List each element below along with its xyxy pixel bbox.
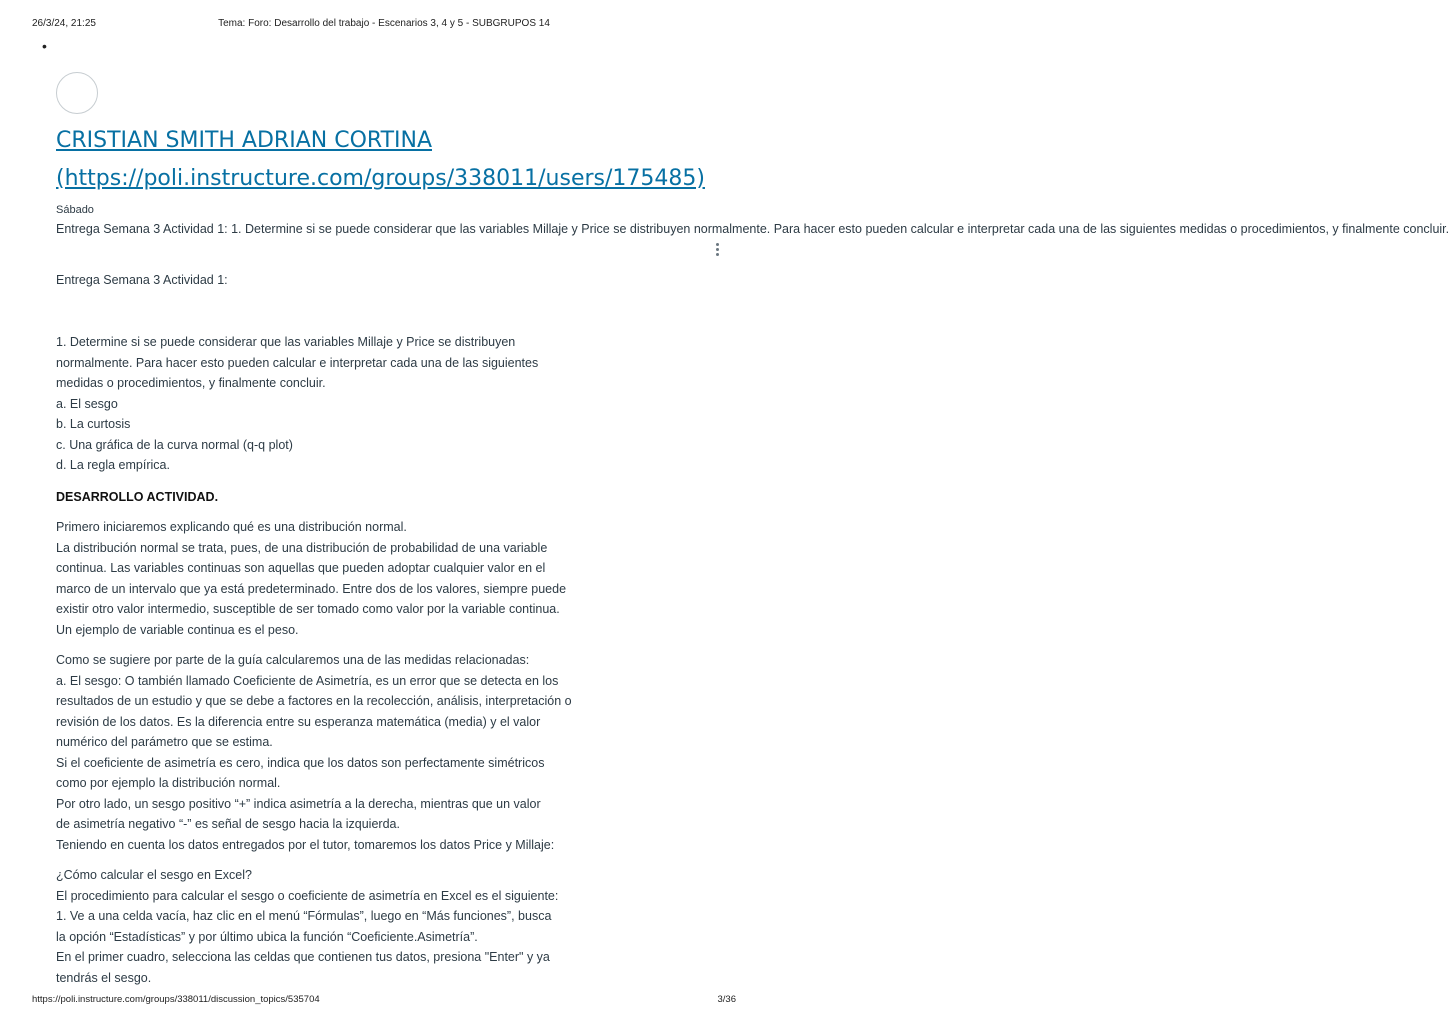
print-page-title: Tema: Foro: Desarrollo del trabajo - Escenarios 3, 4 y 5 - SUBGRUPOS 14: [218, 18, 550, 29]
text-line: b. La curtosis: [56, 417, 131, 431]
post-preview[interactable]: Entrega Semana 3 Actividad 1: 1. Determine si se puede considerar que las variables Millaje y Price se distribuyen normalmente. Para hacer esto pueden calcular e interpretar cada una de las siguientes medidas o procedimientos, y finalmente concluir.: [56, 222, 1449, 236]
text-line: 1. Determine si se puede considerar que las variables Millaje y Price se distribuyen: [56, 335, 516, 349]
text-line: Teniendo en cuenta los datos entregados por el tutor, tomaremos los datos Price y Millaje:: [56, 837, 555, 852]
text-line: la opción “Estadísticas” y por último ubica la función “Coeficiente.Asimetría”.: [56, 929, 478, 944]
text-line: normalmente. Para hacer esto pueden calcular e interpretar cada una de las siguientes: [56, 355, 539, 370]
print-date: 26/3/24, 21:25: [32, 18, 96, 29]
text-line: d. La regla empírica.: [56, 458, 170, 472]
author-profile-url: (https://poli.instructure.com/groups/338011/users/175485): [56, 166, 705, 191]
avatar[interactable]: [56, 72, 98, 114]
text-line: ¿Cómo calcular el sesgo en Excel?: [56, 868, 252, 882]
text-line: c. Una gráfica de la curva normal (q-q plot): [56, 437, 293, 452]
text-line: existir otro valor intermedio, susceptible de ser tomado como valor por la variable continua.: [56, 602, 560, 616]
text-line: 1. Ve a una celda vacía, haz clic en el menú “Fórmulas”, luego en “Más funciones”, busca: [56, 909, 552, 923]
list-bullet: •: [42, 38, 47, 54]
text-line: resultados de un estudio y que se debe a factores en la recolección, análisis, interpretación o: [56, 694, 572, 708]
text-line: Un ejemplo de variable continua es el peso.: [56, 622, 299, 637]
text-line: como por ejemplo la distribución normal.: [56, 776, 281, 790]
post-body-paragraph-5: [56, 865, 616, 988]
text-line: Como se sugiere por parte de la guía calcularemos una de las medidas relacionadas:: [56, 653, 530, 667]
section-heading: DESARROLLO ACTIVIDAD.: [56, 490, 219, 504]
text-line: marco de un intervalo que ya está predeterminado. Entre dos de los valores, siempre puede: [56, 581, 567, 596]
post-timestamp: Sábado: [56, 204, 94, 216]
text-line: En el primer cuadro, selecciona las celdas que contienen tus datos, presiona "Enter" y ya: [56, 950, 550, 964]
text-line: El procedimiento para calcular el sesgo o coeficiente de asimetría en Excel es el siguiente:: [56, 888, 559, 903]
text-line: a. El sesgo: [56, 396, 118, 411]
kebab-menu-icon[interactable]: [711, 241, 723, 261]
text-line: numérico del parámetro que se estima.: [56, 735, 273, 749]
text-line: revisión de los datos. Es la diferencia entre su esperanza matemática (media) y el valor: [56, 714, 541, 729]
print-url: https://poli.instructure.com/groups/338011/discussion_topics/535704: [32, 994, 320, 1005]
post-body-paragraph-1: [56, 270, 616, 291]
text-line: La distribución normal se trata, pues, de una distribución de probabilidad de una variable: [56, 540, 548, 555]
post-body-paragraph-2: [56, 332, 616, 476]
print-footer: [32, 994, 736, 1008]
post-body-paragraph-4: [56, 650, 616, 855]
text-line: tendrás el sesgo.: [56, 970, 152, 985]
text-line: a. El sesgo: O también llamado Coeficiente de Asimetría, es un error que se detecta en los: [56, 673, 559, 688]
post-body-paragraph-3: [56, 517, 616, 640]
text-line: Entrega Semana 3 Actividad 1:: [56, 273, 228, 287]
print-page-number: 3/36: [717, 994, 736, 1005]
text-line: Si el coeficiente de asimetría es cero, indica que los datos son perfectamente simétricos: [56, 755, 545, 770]
text-line: Primero iniciaremos explicando qué es una distribución normal.: [56, 520, 407, 534]
text-line: medidas o procedimientos, y finalmente concluir.: [56, 376, 326, 390]
author-name: CRISTIAN SMITH ADRIAN CORTINA: [56, 128, 432, 153]
text-line: continua. Las variables continuas son aquellas que pueden adoptar cualquier valor en el: [56, 561, 546, 575]
print-header: [32, 18, 736, 32]
text-line: de asimetría negativo “-” es señal de sesgo hacia la izquierda.: [56, 817, 400, 831]
text-line: Por otro lado, un sesgo positivo “+” indica asimetría a la derecha, mientras que un valor: [56, 796, 541, 811]
author-name-link[interactable]: [56, 122, 748, 198]
